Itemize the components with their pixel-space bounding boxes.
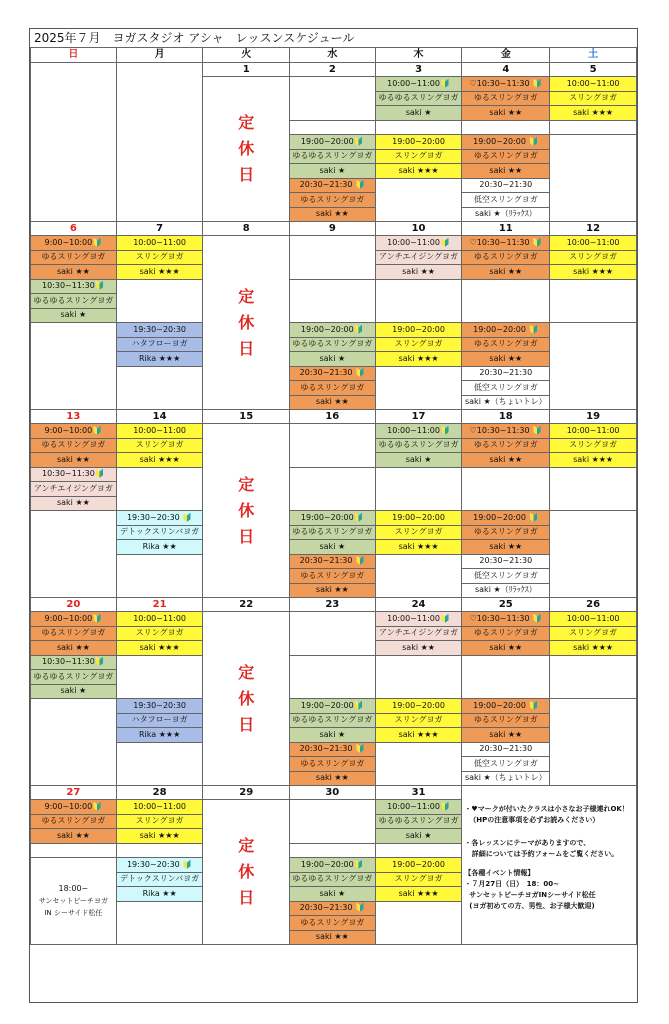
note-kids: ・♥マークが付いたクラスは小さなお子様連れOK！ <box>464 805 629 813</box>
beginner-mark-icon: 🔰 <box>439 801 450 811</box>
class-name: ゆるスリングヨガ <box>462 525 550 540</box>
date-16: 16 <box>289 410 375 424</box>
beginner-mark-icon: 🔰 <box>439 237 450 247</box>
date-5: 5 <box>550 63 637 77</box>
beginner-mark-icon: 🔰 <box>355 180 365 190</box>
class-time[interactable]: 19:00~20:00🔰 <box>289 511 375 526</box>
date-8: 8 <box>203 222 289 236</box>
date-27: 27 <box>31 786 117 800</box>
class-instructor: Rika ★★ <box>116 540 203 555</box>
closed-day: 定 休 日 <box>203 800 289 945</box>
beginner-mark-icon: 🔰 <box>439 613 450 623</box>
class-name: ゆるスリングヨガ <box>31 626 117 641</box>
class-name: ゆるゆるスリングヨガ <box>31 670 117 685</box>
class-name: ゆるゆるスリングヨガ <box>289 525 375 540</box>
class-name: ゆるスリングヨガ <box>31 814 117 829</box>
class-instructor: saki ★（ちょいトレ） <box>462 771 550 786</box>
date-4: 4 <box>462 63 550 77</box>
empty-slot <box>462 120 550 135</box>
class-instructor: saki ★ <box>289 164 375 179</box>
date-2: 2 <box>289 63 375 77</box>
date-3: 3 <box>375 63 462 77</box>
class-time[interactable]: 10:00~11:00 <box>550 236 637 251</box>
class-instructor: saki ★★ <box>462 641 550 656</box>
class-time[interactable]: 19:00~20:00 🔰 <box>462 699 550 714</box>
class-time[interactable]: ♡10:30~11:30 🔰 <box>462 236 550 251</box>
class-name: ゆるスリングヨガ <box>462 149 550 164</box>
weekday-fri: 金 <box>462 48 550 63</box>
class-name: デトックスリンバヨガ <box>116 872 203 887</box>
class-time[interactable]: 19:00~20:00 🔰 <box>462 135 550 150</box>
class-name: スリングヨガ <box>375 872 462 887</box>
class-name: ゆるゆるスリングヨガ <box>375 91 462 106</box>
class-instructor: saki ★★ <box>462 164 550 179</box>
empty-slot <box>116 279 203 323</box>
weekday-sat: 土 <box>550 48 637 63</box>
beginner-mark-icon: 🔰 <box>353 324 364 334</box>
empty-slot <box>116 554 203 598</box>
beginner-mark-icon: 🔰 <box>92 425 103 435</box>
class-name: アンチエイジングヨガ <box>375 626 462 641</box>
class-name: ゆるスリングヨガ <box>31 250 117 265</box>
class-name: 低空スリングヨガ <box>462 381 550 396</box>
empty-slot <box>289 612 375 656</box>
class-name: スリングヨガ <box>550 626 637 641</box>
class-time[interactable]: 20:30~21:30 🔰 <box>289 178 375 193</box>
class-instructor: saki ★★ <box>289 583 375 598</box>
class-name: ゆるスリングヨガ <box>462 250 550 265</box>
beginner-mark-icon: 🔰 <box>355 903 365 913</box>
class-time[interactable]: 9:00~10:00🔰 <box>31 424 117 439</box>
beginner-mark-icon: 🔰 <box>528 700 539 710</box>
class-time[interactable]: 10:30~11:30🔰 <box>31 655 117 670</box>
class-instructor: saki ★（ﾘﾗｯｸｽ） <box>462 207 550 222</box>
schedule-sheet <box>29 28 638 1003</box>
week-5-dates <box>31 786 637 800</box>
class-instructor: saki ★ <box>289 887 375 902</box>
beginner-mark-icon: 🔰 <box>92 613 103 623</box>
empty-slot <box>550 699 637 786</box>
class-time[interactable]: 20:30~21:30 <box>462 554 550 569</box>
class-time[interactable]: 19:30~20:30 🔰 <box>116 858 203 873</box>
date-28: 28 <box>116 786 203 800</box>
beginner-mark-icon: 🔰 <box>355 368 365 378</box>
class-instructor: saki ★★ <box>31 265 117 280</box>
class-time[interactable]: 19:30~20:30 <box>116 699 203 714</box>
empty-slot <box>116 655 203 699</box>
empty-slot <box>550 655 637 699</box>
date-15: 15 <box>203 410 289 424</box>
class-name: ゆるスリングヨガ <box>462 438 550 453</box>
weekday-sun: 日 <box>31 48 117 63</box>
class-name: ゆるゆるスリングヨガ <box>375 438 462 453</box>
date-7: 7 <box>116 222 203 236</box>
class-name: アンチエイジングヨガ <box>31 482 117 497</box>
class-time[interactable]: 10:00~11:00🔰 <box>375 77 462 92</box>
class-name: アンチエイジングヨガ <box>375 250 462 265</box>
beginner-mark-icon: 🔰 <box>532 78 543 88</box>
class-time[interactable]: 9:00~10:00🔰 <box>31 236 117 251</box>
empty-slot <box>31 323 117 410</box>
class-instructor: saki ★★ <box>375 265 462 280</box>
class-name: ゆるスリングヨガ <box>31 438 117 453</box>
class-instructor: saki ★（ちょいトレ） <box>462 395 550 410</box>
closed-day: 定 休 日 <box>203 77 289 222</box>
date-1: 1 <box>203 63 289 77</box>
empty-slot <box>462 467 550 511</box>
class-time[interactable]: 19:00~20:00 🔰 <box>462 323 550 338</box>
class-name: ゆるスリングヨガ <box>289 381 375 396</box>
empty-slot <box>375 467 462 511</box>
class-time[interactable]: 19:00~20:00 <box>375 699 462 714</box>
beginner-mark-icon: 🔰 <box>355 744 365 754</box>
class-time[interactable]: 10:00~11:00🔰 <box>375 800 462 815</box>
class-instructor: Rika ★★★ <box>116 352 203 367</box>
class-time[interactable]: 20:30~21:30 🔰 <box>289 742 375 757</box>
class-instructor: saki ★★★ <box>550 641 637 656</box>
class-time[interactable]: 19:00~20:00🔰 <box>289 323 375 338</box>
empty-slot <box>550 120 637 135</box>
empty-slot <box>289 467 375 511</box>
date-24: 24 <box>375 598 462 612</box>
empty-slot <box>31 511 117 598</box>
date-23: 23 <box>289 598 375 612</box>
empty-slot <box>31 699 117 786</box>
class-time[interactable]: 10:00~11:00 <box>116 236 203 251</box>
date-31: 31 <box>375 786 462 800</box>
event-venue: IN シーサイド松任 <box>44 909 103 917</box>
beginner-mark-icon: 🔰 <box>353 859 364 869</box>
empty-slot <box>375 655 462 699</box>
date-25: 25 <box>462 598 550 612</box>
empty-day <box>31 63 117 222</box>
class-instructor: saki ★★ <box>462 106 550 121</box>
date-12: 12 <box>550 222 637 236</box>
class-instructor: saki ★★ <box>31 829 117 844</box>
note-event-date: ・７月27日（日） 18：00~ <box>464 880 560 888</box>
date-22: 22 <box>203 598 289 612</box>
date-17: 17 <box>375 410 462 424</box>
class-instructor: saki ★★ <box>462 728 550 743</box>
empty-slot <box>289 655 375 699</box>
closed-day: 定 休 日 <box>203 424 289 598</box>
class-instructor: saki ★ <box>289 728 375 743</box>
class-instructor: saki ★ <box>289 352 375 367</box>
class-instructor: saki ★★★ <box>375 540 462 555</box>
beginner-mark-icon: 🔰 <box>94 657 105 667</box>
class-instructor: saki ★ <box>375 829 462 844</box>
empty-slot <box>289 120 375 135</box>
empty-slot <box>550 323 637 410</box>
empty-slot <box>116 901 203 945</box>
beginner-mark-icon: 🔰 <box>92 237 103 247</box>
beginner-mark-icon: 🔰 <box>528 512 539 522</box>
class-time[interactable]: 10:00~11:00 <box>116 424 203 439</box>
class-name: スリングヨガ <box>116 814 203 829</box>
event-sunset-beach-yoga[interactable] <box>31 858 117 945</box>
class-name: ゆるスリングヨガ <box>289 916 375 931</box>
beginner-mark-icon: 🔰 <box>182 859 193 869</box>
class-time[interactable]: 19:00~20:00 <box>375 858 462 873</box>
notes-panel: ・♥マークが付いたクラスは小さなお子様連れOK！ （HPの注意事項を必ずお読みください） ・各レッスンにテーマがありますので、 詳細については予約フォームをご覧ください。 【各種イベント情報】 ・７月27日（日） 18：00~ サンセットビーチヨガINシーサイド松任 (ヨガ初めての方、男性、お子様大歓迎) <box>462 786 637 945</box>
date-13: 13 <box>31 410 117 424</box>
class-name: ゆるスリングヨガ <box>289 757 375 772</box>
note-theme: ・各レッスンにテーマがありますので、 <box>464 839 591 847</box>
class-instructor: saki ★ <box>375 453 462 468</box>
class-name: スリングヨガ <box>550 91 637 106</box>
class-time[interactable]: 20:30~21:30 🔰 <box>289 554 375 569</box>
date-9: 9 <box>289 222 375 236</box>
beginner-mark-icon: 🔰 <box>94 469 105 479</box>
class-name: スリングヨガ <box>375 337 462 352</box>
class-time[interactable]: 10:00~11:00 <box>550 77 637 92</box>
class-instructor: saki ★（ﾘﾗｯｸｽ） <box>462 583 550 598</box>
empty-day <box>116 63 203 222</box>
beginner-mark-icon: 🔰 <box>353 136 364 146</box>
empty-slot <box>550 511 637 598</box>
empty-slot <box>550 135 637 222</box>
beginner-mark-icon: 🔰 <box>92 801 103 811</box>
class-time[interactable]: 19:00~20:00🔰 <box>289 135 375 150</box>
class-instructor: saki ★★ <box>289 771 375 786</box>
class-name: ゆるゆるスリングヨガ <box>289 713 375 728</box>
weekday-wed: 水 <box>289 48 375 63</box>
class-instructor: saki ★★★ <box>375 728 462 743</box>
class-instructor: saki ★★★ <box>550 106 637 121</box>
class-time[interactable]: 10:00~11:00 <box>116 612 203 627</box>
class-name: ゆるスリングヨガ <box>462 713 550 728</box>
beginner-mark-icon: 🔰 <box>355 556 365 566</box>
empty-slot <box>289 800 375 844</box>
beginner-mark-icon: 🔰 <box>94 281 105 291</box>
class-instructor: saki ★★ <box>31 641 117 656</box>
empty-slot <box>289 424 375 468</box>
class-instructor: saki ★★★ <box>375 164 462 179</box>
class-name: スリングヨガ <box>550 250 637 265</box>
date-30: 30 <box>289 786 375 800</box>
empty-slot <box>462 279 550 323</box>
week-2-dates <box>31 222 637 236</box>
empty-slot <box>550 467 637 511</box>
class-time[interactable]: 10:00~11:00 <box>550 424 637 439</box>
class-name: 低空スリングヨガ <box>462 757 550 772</box>
empty-slot <box>375 901 462 945</box>
class-instructor: saki ★★★ <box>550 265 637 280</box>
class-name: ゆるスリングヨガ <box>462 337 550 352</box>
empty-slot <box>116 366 203 410</box>
closed-day: 定 休 日 <box>203 612 289 786</box>
class-time[interactable]: 10:00~11:00🔰 <box>375 424 462 439</box>
empty-slot <box>375 178 462 222</box>
class-name: スリングヨガ <box>375 149 462 164</box>
weekday-tue: 火 <box>203 48 289 63</box>
empty-slot <box>375 554 462 598</box>
class-time[interactable]: 9:00~10:00🔰 <box>31 612 117 627</box>
class-instructor: saki ★★ <box>462 540 550 555</box>
class-time[interactable]: 10:30~11:30🔰 <box>31 279 117 294</box>
class-instructor: saki ★★ <box>31 496 117 511</box>
class-instructor: saki ★★ <box>31 453 117 468</box>
class-time[interactable]: ♡10:30~11:30 🔰 <box>462 612 550 627</box>
weekday-mon: 月 <box>116 48 203 63</box>
class-instructor: saki ★★★ <box>550 453 637 468</box>
class-instructor: saki ★ <box>31 308 117 323</box>
class-instructor: saki ★ <box>31 684 117 699</box>
class-time[interactable]: 10:00~11:00 <box>550 612 637 627</box>
class-time[interactable]: ♡10:30~11:30 🔰 <box>462 424 550 439</box>
class-time[interactable]: 9:00~10:00🔰 <box>31 800 117 815</box>
class-time[interactable]: ♡10:30~11:30 🔰 <box>462 77 550 92</box>
class-instructor: saki ★★ <box>289 395 375 410</box>
date-21: 21 <box>116 598 203 612</box>
class-time[interactable]: 10:00~11:00 <box>116 800 203 815</box>
class-name: スリングヨガ <box>116 250 203 265</box>
empty-slot <box>116 843 203 858</box>
class-name: ゆるゆるスリングヨガ <box>375 814 462 829</box>
class-instructor: saki ★★★ <box>116 641 203 656</box>
class-time[interactable]: 19:00~20:00🔰 <box>289 699 375 714</box>
class-name: スリングヨガ <box>375 713 462 728</box>
beginner-mark-icon: 🔰 <box>439 425 450 435</box>
class-time[interactable]: 10:00~11:00🔰 <box>375 236 462 251</box>
empty-slot <box>289 77 375 121</box>
class-name: スリングヨガ <box>116 438 203 453</box>
class-time[interactable]: 19:00~20:00🔰 <box>289 858 375 873</box>
class-name: スリングヨガ <box>550 438 637 453</box>
empty-slot <box>550 279 637 323</box>
class-time[interactable]: 20:30~21:30 <box>462 742 550 757</box>
class-name: スリングヨガ <box>375 525 462 540</box>
weekday-header <box>31 48 637 63</box>
date-26: 26 <box>550 598 637 612</box>
week-4-dates <box>31 598 637 612</box>
beginner-mark-icon: 🔰 <box>532 613 543 623</box>
empty-slot <box>116 742 203 786</box>
empty-slot <box>375 742 462 786</box>
class-time[interactable]: 10:00~11:00🔰 <box>375 612 462 627</box>
beginner-mark-icon: 🔰 <box>439 78 450 88</box>
class-name: ゆるゆるスリングヨガ <box>31 294 117 309</box>
date-29: 29 <box>203 786 289 800</box>
class-instructor: saki ★ <box>289 540 375 555</box>
beginner-mark-icon: 🔰 <box>182 512 193 522</box>
class-name: ゆるスリングヨガ <box>289 569 375 584</box>
empty-slot <box>289 279 375 323</box>
class-name: ゆるゆるスリングヨガ <box>289 337 375 352</box>
note-event-header: 【各種イベント情報】 <box>464 869 535 877</box>
class-instructor: saki ★★★ <box>116 453 203 468</box>
class-name: 低空スリングヨガ <box>462 193 550 208</box>
week-3-dates <box>31 410 637 424</box>
date-11: 11 <box>462 222 550 236</box>
empty-slot <box>375 120 462 135</box>
date-20: 20 <box>31 598 117 612</box>
class-time[interactable]: 19:00~20:00 <box>375 511 462 526</box>
class-instructor: saki ★★★ <box>375 352 462 367</box>
class-time[interactable]: 10:30~11:30🔰 <box>31 467 117 482</box>
class-instructor: saki ★ <box>375 106 462 121</box>
empty-slot <box>462 655 550 699</box>
class-name: ゆるスリングヨガ <box>462 626 550 641</box>
empty-slot <box>375 843 462 858</box>
class-name: ゆるゆるスリングヨガ <box>289 872 375 887</box>
closed-day: 定 休 日 <box>203 236 289 410</box>
beginner-mark-icon: 🔰 <box>528 324 539 334</box>
empty-slot <box>289 236 375 280</box>
beginner-mark-icon: 🔰 <box>353 700 364 710</box>
page-title: 2025年７月 ヨガスタジオ アシャ レッスンスケジュール <box>34 31 355 45</box>
event-name: サンセットビーチヨガ <box>38 897 109 905</box>
class-time[interactable]: 20:30~21:30 <box>462 178 550 193</box>
class-instructor: saki ★★★ <box>375 887 462 902</box>
beginner-mark-icon: 🔰 <box>532 425 543 435</box>
class-instructor: saki ★★ <box>289 930 375 945</box>
class-name: ゆるスリングヨガ <box>462 91 550 106</box>
class-time[interactable]: 20:30~21:30 🔰 <box>289 901 375 916</box>
class-instructor: saki ★★ <box>289 207 375 222</box>
empty-slot <box>375 366 462 410</box>
class-time[interactable]: 20:30~21:30 <box>462 366 550 381</box>
class-name: ハタフローヨガ <box>116 713 203 728</box>
class-instructor: saki ★★ <box>462 352 550 367</box>
date-18: 18 <box>462 410 550 424</box>
date-14: 14 <box>116 410 203 424</box>
schedule-grid <box>30 47 637 945</box>
class-time[interactable]: 19:00~20:00 <box>375 323 462 338</box>
class-name: スリングヨガ <box>116 626 203 641</box>
class-time[interactable]: 19:30~20:30 <box>116 323 203 338</box>
weekday-thu: 木 <box>375 48 462 63</box>
class-instructor: saki ★★★ <box>116 829 203 844</box>
class-name: デトックスリンバヨガ <box>116 525 203 540</box>
date-19: 19 <box>550 410 637 424</box>
empty-slot <box>31 843 117 858</box>
beginner-mark-icon: 🔰 <box>353 512 364 522</box>
class-name: ハタフローヨガ <box>116 337 203 352</box>
class-time[interactable]: 19:30~20:30 🔰 <box>116 511 203 526</box>
class-name: ゆるスリングヨガ <box>289 193 375 208</box>
class-instructor: saki ★★ <box>462 453 550 468</box>
class-instructor: saki ★★ <box>375 641 462 656</box>
empty-slot <box>116 467 203 511</box>
beginner-mark-icon: 🔰 <box>528 136 539 146</box>
class-instructor: Rika ★★ <box>116 887 203 902</box>
class-instructor: Rika ★★★ <box>116 728 203 743</box>
beginner-mark-icon: 🔰 <box>532 237 543 247</box>
empty-slot <box>375 279 462 323</box>
event-time: 18:00~ <box>58 884 89 893</box>
date-6: 6 <box>31 222 117 236</box>
class-name: 低空スリングヨガ <box>462 569 550 584</box>
empty-slot <box>289 843 375 858</box>
class-time[interactable]: 20:30~21:30 🔰 <box>289 366 375 381</box>
class-time[interactable]: 19:00~20:00 🔰 <box>462 511 550 526</box>
class-time[interactable]: 19:00~20:00 <box>375 135 462 150</box>
week-1-dates <box>31 63 637 77</box>
class-name: ゆるゆるスリングヨガ <box>289 149 375 164</box>
date-10: 10 <box>375 222 462 236</box>
class-instructor: saki ★★ <box>462 265 550 280</box>
class-instructor: saki ★★★ <box>116 265 203 280</box>
